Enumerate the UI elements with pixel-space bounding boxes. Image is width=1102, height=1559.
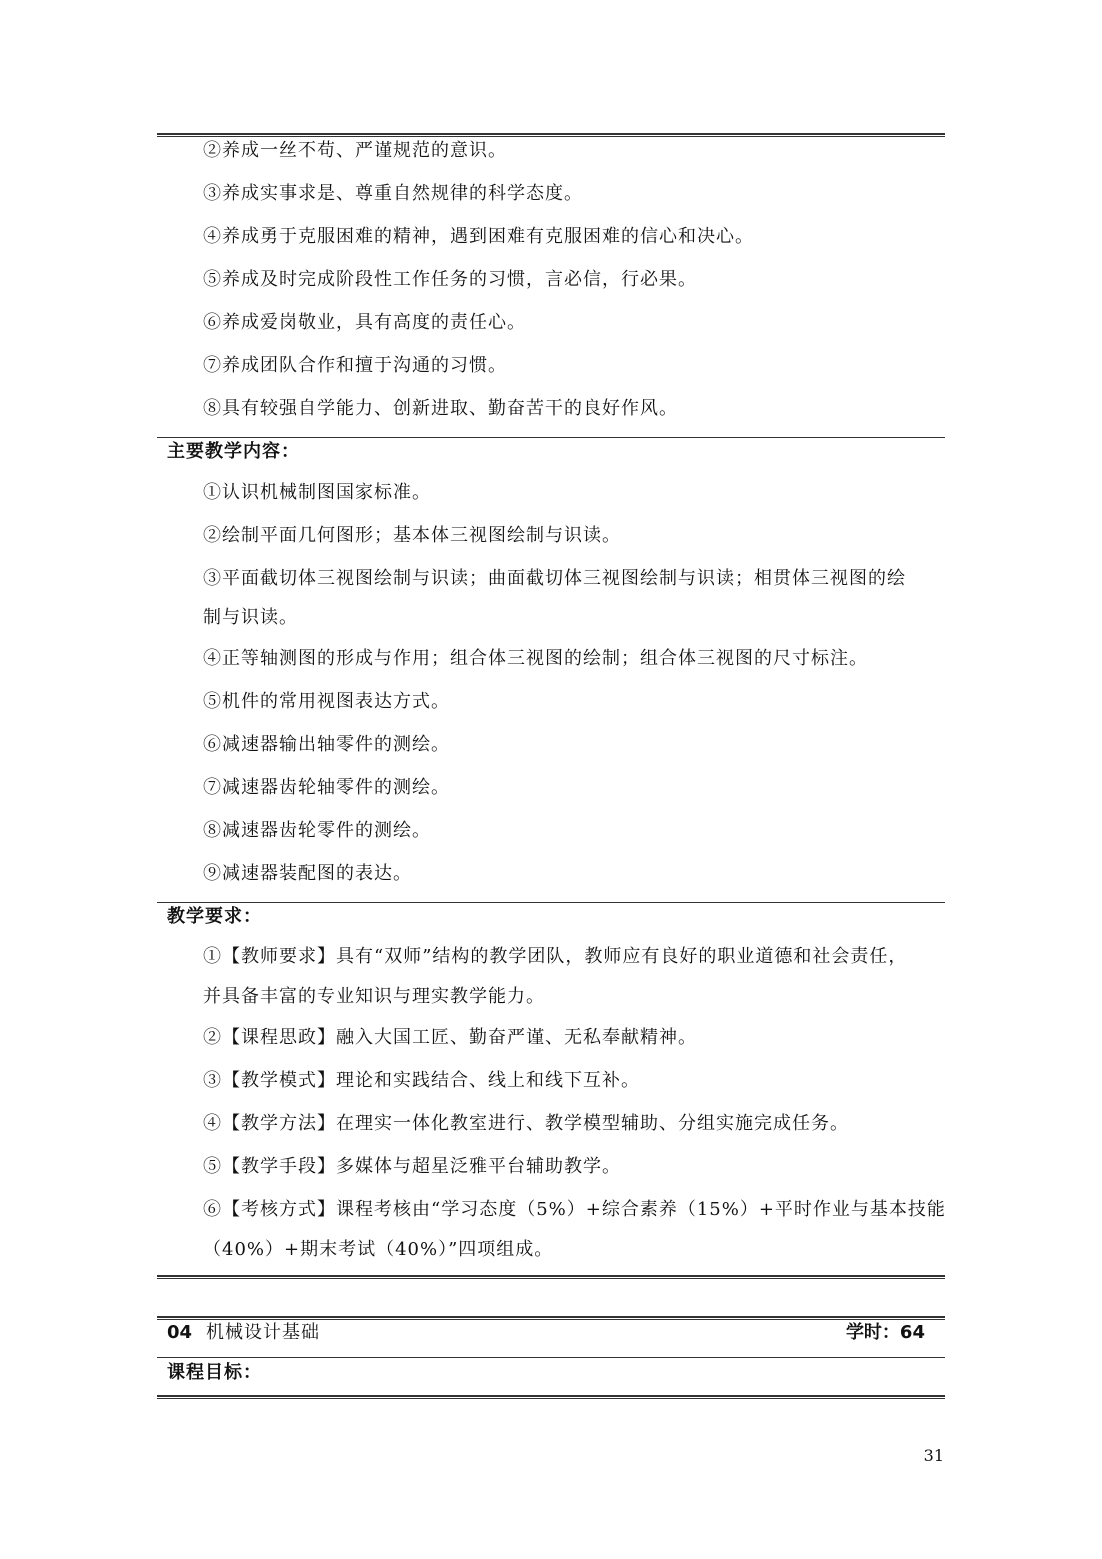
section-divider — [157, 902, 945, 903]
content-item-3: ③平面截切体三视图绘制与识读；曲面截切体三视图绘制与识读；相贯体三视图的绘 — [203, 568, 906, 589]
requirement-item-6-cont: （40%）+期末考试（40%）”四项组成。 — [203, 1239, 554, 1260]
page-number: 31 — [923, 1446, 944, 1465]
requirement-item-3: ③【教学模式】理论和实践结合、线上和线下互补。 — [203, 1070, 640, 1091]
goal-item-5: ⑤养成及时完成阶段性工作任务的习惯，言必信，行必果。 — [203, 269, 697, 290]
content-item-8: ⑧减速器齿轮零件的测绘。 — [203, 820, 431, 841]
requirement-item-5: ⑤【教学手段】多媒体与超星泛雅平台辅助教学。 — [203, 1156, 621, 1177]
requirement-item-2: ②【课程思政】融入大国工匠、勤奋严谨、无私奉献精神。 — [203, 1027, 697, 1048]
goal-item-7: ⑦养成团队合作和擅于沟通的习惯。 — [203, 355, 507, 376]
course-code: 04 — [167, 1322, 193, 1343]
content-item-5: ⑤机件的常用视图表达方式。 — [203, 691, 450, 712]
content-item-2: ②绘制平面几何图形；基本体三视图绘制与识读。 — [203, 525, 621, 546]
content-item-9: ⑨减速器装配图的表达。 — [203, 863, 412, 884]
content-item-7: ⑦减速器齿轮轴零件的测绘。 — [203, 777, 450, 798]
goal-item-3: ③养成实事求是、尊重自然规律的科学态度。 — [203, 183, 583, 204]
section-divider — [157, 437, 945, 438]
goal-item-2: ②养成一丝不苟、严谨规范的意识。 — [203, 140, 507, 161]
top-table-border — [157, 133, 945, 137]
goal-item-8: ⑧具有较强自学能力、创新进取、勤奋苦干的良好作风。 — [203, 398, 678, 419]
next-course-top-border — [157, 1316, 945, 1320]
content-item-4: ④正等轴测图的形成与作用；组合体三视图的绘制；组合体三视图的尺寸标注。 — [203, 648, 868, 669]
course-goals-heading: 课程目标： — [167, 1362, 262, 1383]
table-bottom-border — [157, 1275, 945, 1279]
requirement-item-4: ④【教学方法】在理实一体化教室进行、教学模型辅助、分组实施完成任务。 — [203, 1113, 849, 1134]
content-item-1: ①认识机械制图国家标准。 — [203, 482, 431, 503]
next-course-bottom-border — [157, 1395, 945, 1399]
requirement-item-1: ①【教师要求】具有“双师”结构的教学团队，教师应有良好的职业道德和社会责任， — [203, 946, 908, 967]
requirements-heading: 教学要求： — [167, 906, 262, 927]
requirement-item-1-cont: 并具备丰富的专业知识与理实教学能力。 — [203, 986, 545, 1007]
content-item-6: ⑥减速器输出轴零件的测绘。 — [203, 734, 450, 755]
course-hours: 学时：64 — [845, 1322, 925, 1343]
requirement-item-6: ⑥【考核方式】课程考核由“学习态度（5%）+综合素养（15%）+平时作业与基本技能 — [203, 1199, 946, 1220]
goal-item-4: ④养成勇于克服困难的精神，遇到困难有克服困难的信心和决心。 — [203, 226, 754, 247]
content-heading: 主要教学内容： — [167, 441, 300, 462]
goal-item-6: ⑥养成爱岗敬业，具有高度的责任心。 — [203, 312, 526, 333]
course-name: 机械设计基础 — [206, 1322, 320, 1343]
section-divider — [157, 1357, 945, 1358]
content-item-3-cont: 制与识读。 — [203, 607, 298, 628]
